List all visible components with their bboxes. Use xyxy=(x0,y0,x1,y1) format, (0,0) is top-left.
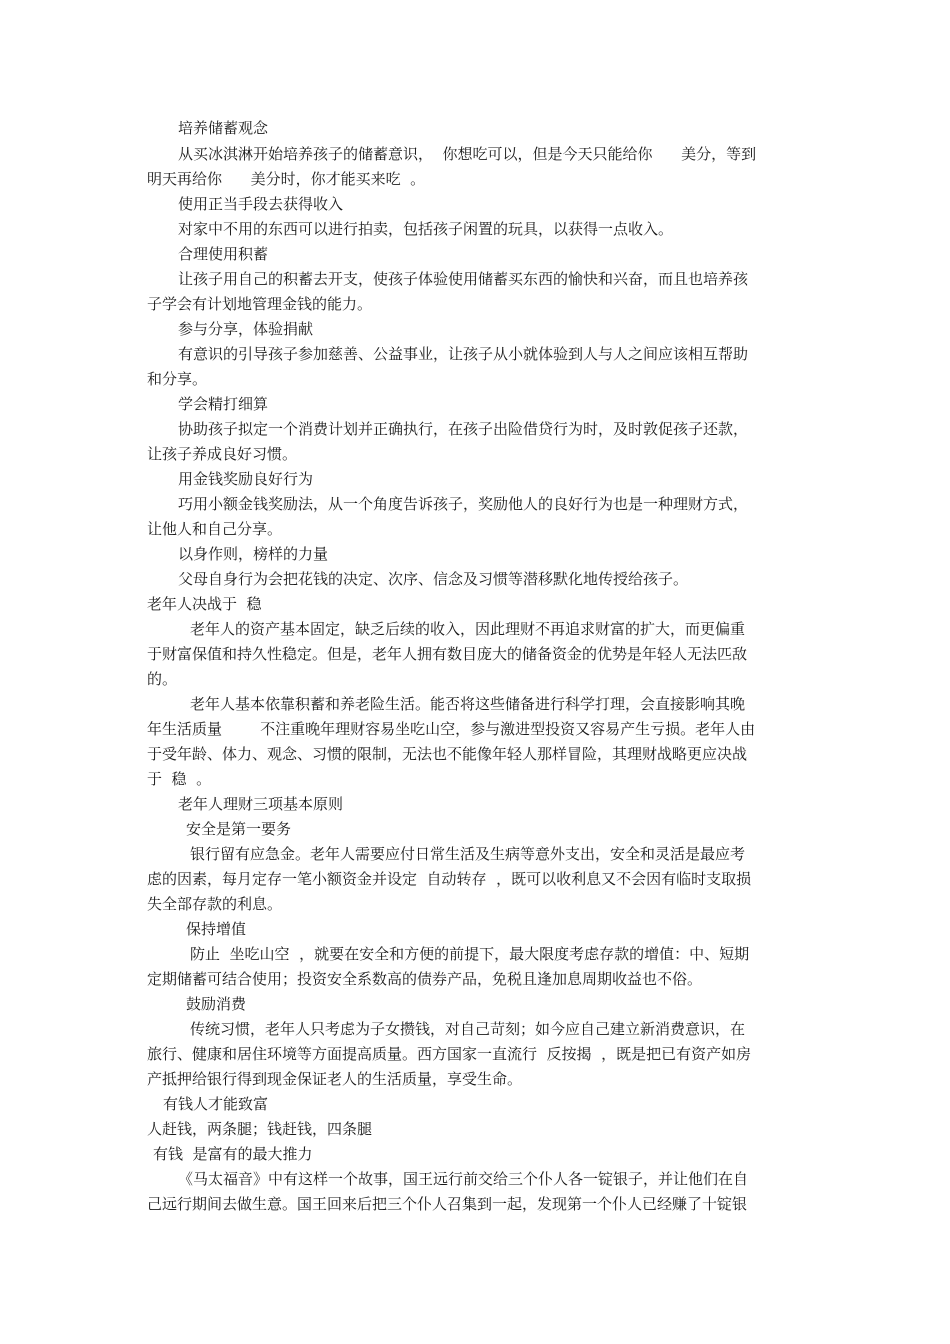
paragraph-line: 让他人和自己分享。 xyxy=(147,520,283,538)
paragraph-line: 于财富保值和持久性稳定。但是，老年人拥有数目庞大的储备资金的优势是年轻人无法匹敌 xyxy=(147,645,748,663)
paragraph-line: 从买冰淇淋开始培养孩子的储蓄意识， 你想吃可以，但是今天只能给你 美分，等到 xyxy=(178,145,757,163)
heading-sharing: 参与分享，体验捐献 xyxy=(178,320,314,338)
paragraph-line: 《马太福音》中有这样一个故事，国王远行前交给三个仆人各一锭银子，并让他们在自 xyxy=(178,1170,749,1188)
paragraph-line: 子学会有计划地管理金钱的能力。 xyxy=(147,295,373,313)
paragraph-line: 有意识的引导孩子参加慈善、公益事业，让孩子从小就体验到人与人之间应该相互帮助 xyxy=(178,345,749,363)
heading-maintain-value: 保持增值 xyxy=(186,920,247,938)
paragraph-line: 银行留有应急金。老年人需要应付日常生活及生病等意外支出，安全和灵活是最应考 xyxy=(190,845,746,863)
heading-safety-first: 安全是第一要务 xyxy=(186,820,292,838)
paragraph-line: 父母自身行为会把花钱的决定、次序、信念及习惯等潜移默化地传授给孩子。 xyxy=(178,570,689,588)
paragraph-line: 人赶钱，两条腿；钱赶钱，四条腿 xyxy=(147,1120,373,1138)
paragraph-line: 失全部存款的利息。 xyxy=(147,895,283,913)
paragraph-line: 定期储蓄可结合使用；投资安全系数高的债券产品，免税且逢加息周期收益也不俗。 xyxy=(147,970,703,988)
heading-encourage-spending: 鼓励消费 xyxy=(186,995,247,1013)
paragraph-line: 防止 坐吃山空 ，就要在安全和方便的前提下，最大限度考虑存款的增值：中、短期 xyxy=(190,945,750,963)
paragraph-line: 和分享。 xyxy=(147,370,208,388)
paragraph-line: 明天再给你 美分时，你才能买来吃 。 xyxy=(147,170,426,188)
heading-three-principles: 老年人理财三项基本原则 xyxy=(178,795,344,813)
paragraph-line: 产抵押给银行得到现金保证老人的生活质量，享受生命。 xyxy=(147,1070,523,1088)
paragraph-line: 有钱 是富有的最大推力 xyxy=(153,1145,313,1163)
paragraph-line: 协助孩子拟定一个消费计划并正确执行，在孩子出险借贷行为时，及时敦促孩子还款， xyxy=(178,420,749,438)
heading-rich-get-rich: 有钱人才能致富 xyxy=(163,1095,269,1113)
heading-elderly-stability: 老年人决战于 稳 xyxy=(147,595,262,613)
paragraph-line: 年生活质量 不注重晚年理财容易坐吃山空，参与激进型投资又容易产生亏损。老年人由 xyxy=(147,720,756,738)
heading-savings-concept: 培养储蓄观念 xyxy=(178,119,269,137)
paragraph-line: 虑的因素，每月定存一笔小额资金并设定 自动转存 ，既可以收利息又不会因有临时支取损 xyxy=(147,870,752,888)
paragraph-line: 对家中不用的东西可以进行拍卖，包括孩子闲置的玩具，以获得一点收入。 xyxy=(178,220,674,238)
paragraph-line: 让孩子养成良好习惯。 xyxy=(147,445,298,463)
paragraph-line: 让孩子用自己的积蓄去开支，使孩子体验使用储蓄买东西的愉快和兴奋，而且也培养孩 xyxy=(178,270,749,288)
paragraph-line: 的。 xyxy=(147,670,178,688)
heading-earn-income: 使用正当手段去获得收入 xyxy=(178,195,344,213)
heading-money-reward: 用金钱奖励良好行为 xyxy=(178,470,314,488)
paragraph-line: 己远行期间去做生意。国王回来后把三个仆人召集到一起，发现第一个仆人已经赚了十锭银 xyxy=(147,1195,748,1213)
paragraph-line: 老年人的资产基本固定，缺乏后续的收入，因此理财不再追求财富的扩大，而更偏重 xyxy=(190,620,746,638)
heading-use-savings: 合理使用积蓄 xyxy=(178,245,269,263)
paragraph-line: 老年人基本依靠积蓄和养老险生活。能否将这些储备进行科学打理，会直接影响其晚 xyxy=(190,695,746,713)
paragraph-line: 于 稳 。 xyxy=(147,770,212,788)
heading-budgeting: 学会精打细算 xyxy=(178,395,269,413)
paragraph-line: 旅行、健康和居住环境等方面提高质量。西方国家一直流行 反按揭 ，既是把已有资产如房 xyxy=(147,1045,752,1063)
paragraph-line: 巧用小额金钱奖励法，从一个角度告诉孩子，奖励他人的良好行为也是一种理财方式， xyxy=(178,495,749,513)
heading-lead-by-example: 以身作则，榜样的力量 xyxy=(178,545,329,563)
paragraph-line: 于受年龄、体力、观念、习惯的限制，无法也不能像年轻人那样冒险，其理财战略更应决战 xyxy=(147,745,748,763)
paragraph-line: 传统习惯，老年人只考虑为子女攒钱，对自己苛刻；如今应自己建立新消费意识，在 xyxy=(190,1020,746,1038)
